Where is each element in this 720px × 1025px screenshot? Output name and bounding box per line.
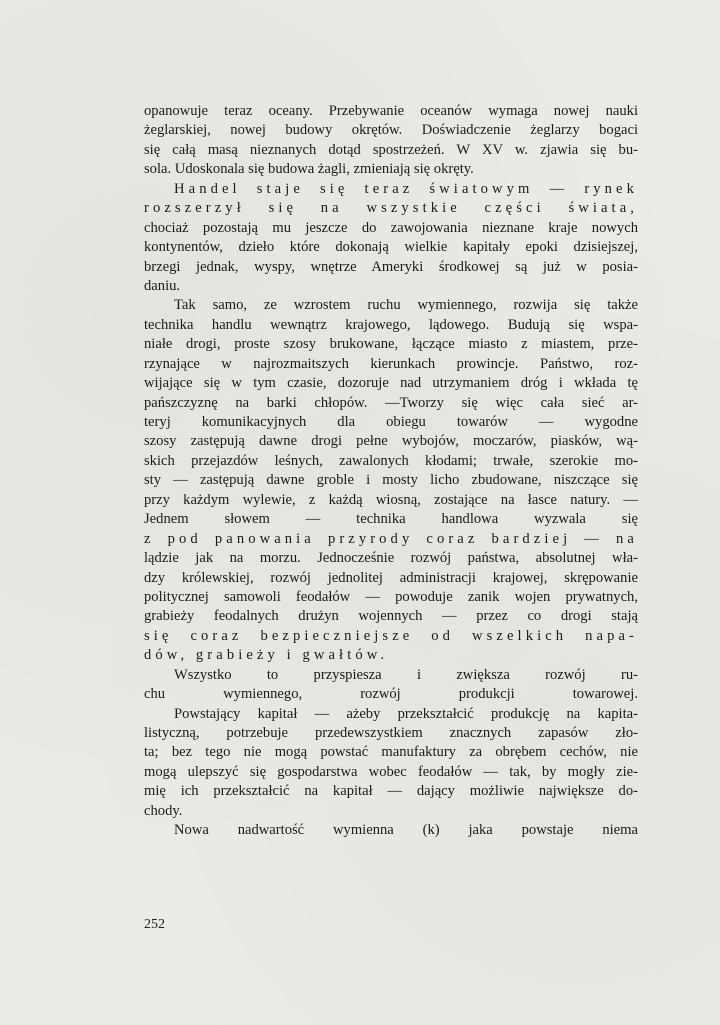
text-line: wijające się w tym czasie, dozoruje nad utrzymaniem dróg i wkłada tę <box>144 375 638 392</box>
text-line: skich przejazdów leśnych, zawalonych kłodami; trwałe, szerokie mo- <box>144 452 638 469</box>
text-line: lądzie jak na morzu. Jednocześnie rozwój państwa, absolutnej wła- <box>144 550 638 567</box>
text-line: sty — zastępują dawne groble i mosty licho zbudowane, niszczące się <box>144 472 638 489</box>
text-line: grabieży feodalnych drużyn wojennych — przez co drogi stają <box>144 608 638 625</box>
text-line: Tak samo, ze wzrostem ruchu wymiennego, rozwija się także <box>174 297 638 314</box>
text-line: szosy zastępują dawne drogi pełne wybojów, moczarów, piasków, wą- <box>144 433 638 450</box>
text-line: chu wymiennego, rozwój produkcji towarowej. <box>144 686 638 703</box>
page-number: 252 <box>144 917 165 932</box>
text-line: chody. <box>144 802 183 819</box>
text-line: kontynentów, dzieło które dokonają wielkie kapitały epoki dzisiejszej, <box>144 239 638 256</box>
text-line: Wszystko to przyspiesza i zwiększa rozwój ru- <box>174 666 638 683</box>
text-line: rzynające w najrozmaitszych kierunkach prowincje. Państwo, roz- <box>144 355 638 372</box>
text-line: Jednem słowem — technika handlowa wyzwala się <box>144 511 638 528</box>
text-line: brzegi jednak, wyspy, wnętrze Ameryki środkowej są już w posia- <box>144 258 638 275</box>
text-line: listyczną, potrzebuje przedewszystkiem znacznych zapasów zło- <box>144 725 638 741</box>
text-line: mogą ulepszyć się gospodarstwa wobec feodałów — tak, by mogły zie- <box>144 763 638 780</box>
text-line: niałe drogi, proste szosy brukowane, łączące miasto z miastem, prze- <box>144 336 638 353</box>
text-line: daniu. <box>144 277 181 294</box>
text-line: dów, grabieży i gwałtów. <box>144 647 389 664</box>
text-line: technika handlu wewnątrz krajowego, lądowego. Budują się wspa- <box>144 316 638 333</box>
text-line: żeglarskiej, nowej budowy okrętów. Doświadczenie żeglarzy bogaci <box>144 122 638 139</box>
text-line: mię ich przekształcić na kapitał — dający możliwie największe do- <box>144 783 638 800</box>
text-line: przy każdym wylewie, z każdą wiosną, zostające na łasce natury. — <box>144 491 638 508</box>
text-line: politycznej samowoli feodałów — powoduje zanik wojen prywatnych, <box>144 588 638 605</box>
text-line: opanowuje teraz oceany. Przebywanie oceanów wymaga nowej nauki <box>144 103 638 119</box>
text-line: Nowa nadwartość wymienna (k) jaka powstaje niema <box>174 822 638 839</box>
text-line: teryj komunikacyjnych dla obiegu towarów — wygodne <box>144 414 638 430</box>
text-line: Handel staje się teraz światowym — rynek <box>174 180 638 197</box>
text-line: się coraz bezpieczniejsze od wszelkich napa- <box>144 627 638 644</box>
text-line: Powstający kapitał — ażeby przekształcić produkcję na kapita- <box>174 705 638 722</box>
text-line: dzy królewskiej, rozwój jednolitej administracji krajowej, skrępowanie <box>144 569 638 586</box>
text-line: ta; bez tego nie mogą powstać manufaktury za obrębem cechów, nie <box>144 744 638 761</box>
text-line: z pod panowania przyrody coraz bardziej — na <box>144 530 638 547</box>
text-line: rozszerzył się na wszystkie części świata, <box>144 200 638 217</box>
body-text <box>144 102 638 841</box>
text-line: sola. Udoskonala się budowa żagli, zmieniają się okręty. <box>144 161 474 178</box>
text-line: pańszczyznę na barki chłopów. —Tworzy się więc cała sieć ar- <box>144 394 638 411</box>
text-line: się całą masą nieznanych dotąd spostrzeżeń. W XV w. zjawia się bu- <box>144 141 638 158</box>
text-line: chociaż pozostają mu jeszcze do zawojowania nieznane kraje nowych <box>144 219 638 236</box>
